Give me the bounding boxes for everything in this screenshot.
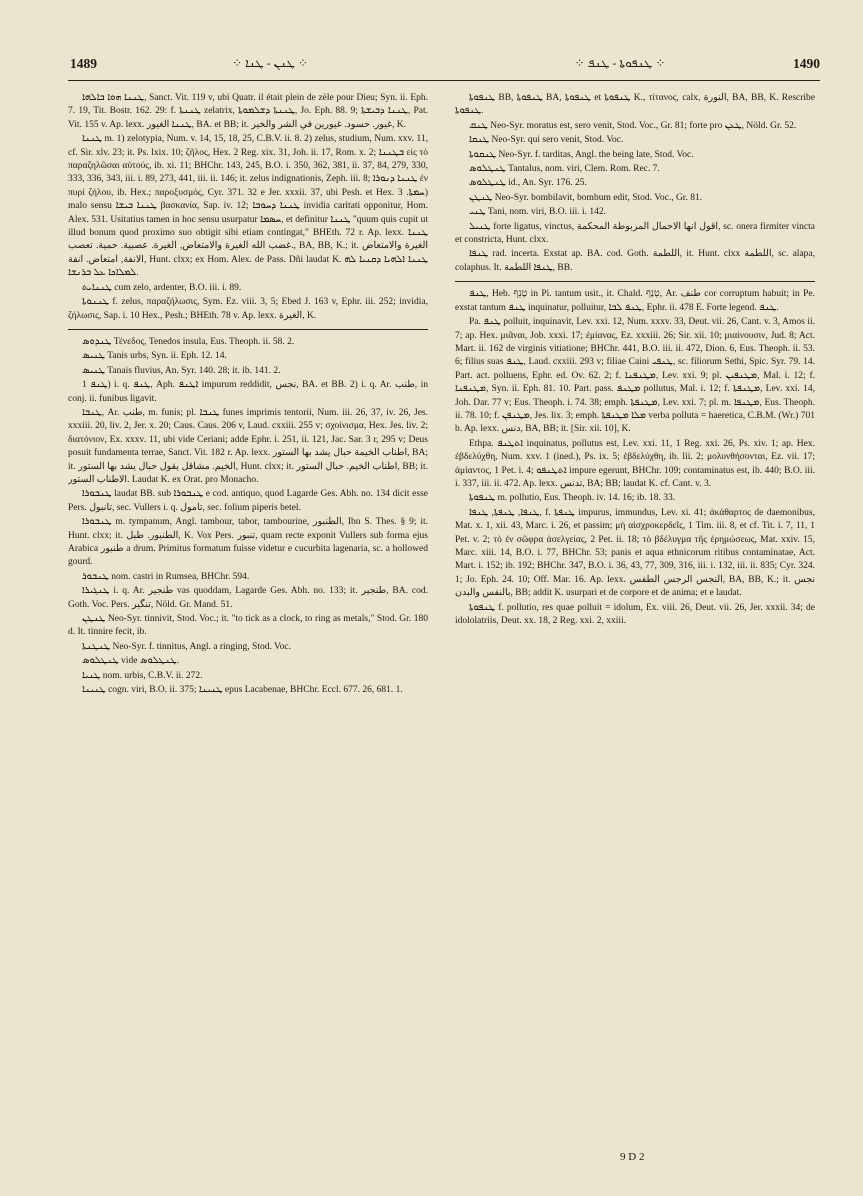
left-column-bottom [68, 336, 428, 698]
dictionary-entry: Pa. ܛܢܦ polluit, inquinavit, Lev. xxi. 12, Num. xxxv. 33, Deut. vii. 26, Cant. v. 3, Amos ii. 7; ap. Hex. μιᾶναι, Job. xxxi. 17; ἐμίανας, Ez. xxxiii. 26; Sir. xii. 10; μιαίνουσιν, Jud. 8; Act. Mart. ii. 162 de virginis vitiatione; BHChr. 441, B.O. iii. ii. 472, Dion. 6, Eus. Theoph. ii. 53. 6; filius suas ܛܢܦ, Laud. cxxiii. 293 v; filiae Caini ܛܢܦܝ, sc. filiorum Sethi, Spic. Syr. 79. 14. Part. act. polluens, Ephr. ed. Ov. 62. 2; f. ܡܛܢܦܢܐ, Lev. xxi. 9; pl. ܡܛܢܦܝܢ, Mal. i. 12; f. ܡܛܢܦܢܐ, Syn. ii. Eph. 81. 10. Part. pass. ܡܛܢܦ pollutus, Mal. i. 12; f. ܡܛܢܦܬܐ, Lev. xxi. 14, Joh. Dar. 77 v; Eus. Theoph. i. 74. 38; emph. ܡܛܢܦܬܐ, Lev. xxi. 7; pl. m. ܡܛܢܦܐ, Eus. Theoph. ii. 78. 10; f. ܡܛܢܦܢ, Jes. lix. 3; emph. ܡܠܐ ܡܛܢܦܬܐ verba polluta = haeretica, C.B.M. (Wr.) 701 b. Ap. lexx. دنس, BA, BB; it. [Sir. xii. 10], K. [455, 317, 815, 435]
dictionary-entry: ܛܢܦ, Heb. טָנֵף in Pi. tantum usit., it. Chald. טְנַף, Ar. طنف cor corruptum habuit; in Pe. exstat tantum ܛܢܦ inquinatur, polluitur, ܛܢܦ ܠܒܐ, Ephr. ii. 478 E. Forte legend. ܛܢܦ. [455, 289, 815, 313]
running-header [70, 54, 820, 78]
dictionary-entry: ܛܢܦ 1) i. q. ܛܢܦ, Aph. ܐܛܢܦ impurum reddidit, نجس, BA. et BB. 2) i. q. Ar. طنب, in conj. ii. funibus ligavit. [68, 380, 428, 404]
dictionary-entry: ܛܢܒܐ, Ar. طنب, m. funis; pl. ܛܢܒܐ funes imprimis tentorii, Num. iii. 26, 37, iv. 26, Jes. xxxiii. 20, liv. 2, Jer. x. 20; Caus. Caus. 206 v, Laud. cxxiii. 255 v; σχοίνισμα, Hex. Jes. liv. 2; διατόνιον, Ex. xxxv. 11, ubi vide Ceriani; adde Ephr. i. 251, ii. 121, Jac. Sar. 3 r, 295 v; Deus posuit fundamenta terrae, Sanct. Vit. 182 r. Ap. lexx. اطناب الخيمة حبال يشد بها الستور, BA; it. الخيم. مشاقل يقول حبال يشد بها الستور, Hunt. clxx; it. اطناب الخيم. حبال الستور, BB; it. الاطناب الستور. Laudat K. ex Orat. pro Monacho. [68, 407, 428, 485]
right-column-top [455, 92, 815, 275]
dictionary-entry: ܛܢܒܘܪ nom. castri in Rumsea, BHChr. 594. [82, 571, 250, 582]
dictionary-entry: ܛܢܝܢܐ cogn. viri, B.O. ii. 375; ܛܢܝܢܐ epus Lacabenae, BHChr. Eccl. 677. 26, 681. 1. [82, 685, 403, 696]
right-running-head: ⁘ ܛܢܦܘܬܐ - ܛܢܦ ⁘ [574, 56, 666, 70]
dictionary-entry: ܛܢܢܘܬܐ f. zelus, παραζήλωσις, Sym. Ez. viii. 3, 5; Ebed J. 163 v, Ephr. iii. 252; invidia, ζήλωσις, Sap. i. 10 Hex., Pesh.; BHEth. 78 v. Ap. lexx. الغيرة, K. [68, 297, 428, 321]
dictionary-entry: ܛܢܛܠܘܣ vide ܛܢܛܠܘܣ. [82, 656, 180, 667]
dictionary-entry: ܛܢܛܠܘܣ id., An. Syr. 176. 25. [469, 178, 587, 189]
right-column-bottom [455, 288, 815, 628]
left-page-number: 1489 [70, 56, 97, 71]
left-running-head: ⁘ ܛܢܢ - ܛܢܐ ⁘ [232, 56, 308, 70]
dictionary-entry: ܛܢܒܘܪܐ m. tympanum, Angl. tambour, tabor, tambourine, الطنبور, Ibn S. Thes. § 9; it. Hunt. clxx; it. الطنبور. طبل, K. Vox Pers. تنبور, quam recte exponit Vullers sub forma ejus Arabica طنبور a drum. Primitus formatum fuisse videtur e cucurbita lagenaria, sc. a hollowed gourd. [68, 517, 428, 568]
dictionary-entry: ܛܢܢܐ ܗܘܐ ܒܐܠܗܐ, Sanct. Vit. 119 v, ubi Quatr. il était plein de zèle pour Dieu; Syn. ii. Eph. 7. 19, Tit. Bostr. 162. 29: f. ܛܢܢܬܐ zelatrix, ܛܢܢܬܐ ܕܫܠܡܘܬܐ, Jo. Eph. 88. 9; ܛܢܢܐ ܕܒܝܫܬܐ, Pat. Vit. 155 v. Ap. lexx. ܛܢܢܐ الغيور, BA. et BB; it. غيور. حسود. غيورين في الشر والخير, K. [68, 93, 428, 130]
dictionary-entry: ܛܢܦܘܬܐ BB, ܛܢܦܘܬܐ BA, ܛܢܦܘܬܐ et ܛܢܦܘܬܐ K., τίτανος, calx, النورة, BA, BB, K. Rescribe ܛܢܦܘܬܐ. [455, 93, 815, 117]
dictionary-entry: ܛܢܛܢܬܐ Neo-Syr. f. tinnitus, Angl. a ringing, Stod. Voc. [82, 641, 292, 652]
dictionary-entry: ܛܢܓܝܪܐ i. q. Ar. طنجير vas quoddam, Lagarde Ges. Abh. no. 133; it. طنجير, BA. cod. Goth. Voc. Pers. تنگير, Nöld. Gr. Mand. 51. [68, 586, 428, 610]
dictionary-entry: ܛܢܝܠ forte ligatus, vinctus, اقول انها الاحمال المربوطة المحكمة, sc. onera firmiter vincta et constricta, Hunt. clxx. [455, 221, 815, 246]
right-page-number: 1490 [793, 56, 820, 71]
dictionary-entry: ܛܢܩܘܬܐ Neo-Syr. f. tarditas, Angl. the being late, Stod. Voc. [469, 149, 694, 160]
entry-separator [455, 281, 815, 282]
dictionary-entry: ܛܢܦܐ, ܛܢܦܬܐ, ܛܢܦܐ, f. ܛܢܦܬܐ impurus, immundus, Lev. xi. 41; ἀκάθαρτος de daemonibus, Mat. x. 1, xii. 43, Marc. i. 26, et passim; μὴ αἰσχροκερδεῖς, 1 Tim. iii. 8, et cf. Tit. i. 7, 11, 1 Pet. v. 2; τὸ ἐν σῶφρα ἀσελγείας, 2 Pet. ii. 18; τὸ βδέλυγμα τῆς ἐρημώσεως, Mat. xxiv. 15, Marc. xiii. 14, B.O. i. 77, BHChr. 53; panis et aqua ethnicorum ritibus contaminatae, Act. Mart. i. 152; ib. 192; BHChr. 347, B.O. i. 36, 43, 77, 309, 316, iii. i. 132, iii. ii. 835; Cyr. 324. 1; Jo. Eph. 24. 10; Off. Mar. 16. Ap. lexx. النجس الرجس الطفس, BA, BB, K.; it. نجس بالنفس والبدن, BB; addit K. usurpari et de corpore et de anima; et e laudat. [455, 507, 815, 599]
dictionary-entry: ܛܢܕܘܣ Τένεδος, Tenedos insula, Eus. Theoph. ii. 58. 2. [82, 336, 295, 347]
dictionary-entry: ܛܢܝܐ nom. urbis, C.B.V. ii. 272. [82, 670, 203, 681]
dictionary-entry: ܛܢܢܐܝܬ cum zelo, ardenter, B.O. iii. i. 89. [82, 282, 242, 293]
dictionary-entry: ܛܢܛܠܘܣ Tantalus, nom. viri, Clem. Rom. Rec. 7. [469, 164, 660, 175]
dictionary-entry: ܛܢܩܐ Neo-Syr. qui sero venit, Stod. Voc. [469, 135, 624, 146]
dictionary-entry: ܛܢܛܢ Neo-Syr. tinnivit, Stod. Voc.; it. "to tick as a clock, to ring as metals," Stod. Gr. 180 d. It. tinnire fecit, ib. [68, 614, 428, 638]
dictionary-entry: ܛܢܛܢ Neo-Syr. bombilavit, bombum edit, Stod. Voc., Gr. 81. [469, 192, 703, 203]
dictionary-entry: Ethpa. ܐܬܛܢܦ inquinatus, pollutus est, Lev. xxi. 11, 1 Reg. xxi. 26, Ps. xiv. 1; ap. Hex. ἐβδελύχθη, Num. xxv. 1 (ined.), Ps. ix. 5; ἐβδελύχθη, ib. lii. 2; μολυνθήσονται, Ez. vii. 17; ἀμίαντος, 1 Pet. i. 4; ܐܬܛܢܦܘ impure egerunt, BHChr. 109; contaminatus est, ib. 440; B.O. iii. i. 337, iii. ii. 472. Ap. lexx. تدنس, BA; BB; laudat K. cf. Cant. v. 3. [455, 438, 815, 489]
signature-mark: 9 D 2 [620, 1151, 645, 1163]
dictionary-entry: ܛܢܝܣ Tanais fluvius, An. Syr. 140. 28; it. ib. 141. 2. [82, 365, 281, 376]
entry-separator [68, 329, 428, 330]
dictionary-entry: ܛܢܦܐ rad. incerta. Exstat ap. BA. cod. Goth. اللطمة, it. Hunt. clxx اللطمة, sc. alapa, colaphus. It. ܛܢܦܐ اللطمة, BB. [455, 249, 815, 273]
dictionary-entry: ܛܢܩ Neo-Syr. moratus est, sero venit, Stod. Voc., Gr. 81; forte pro ܛܥܢ, Nöld. Gr. 52. [469, 120, 797, 131]
dictionary-entry: ܛܢܝ Tani, nom. viri, B.O. iii. i. 142. [469, 207, 607, 218]
right-column [455, 92, 815, 1182]
dictionary-entry: ܛܢܦܘܬܐ m. pollutio, Eus. Theoph. iv. 14. 16; ib. 18. 33. [469, 493, 676, 504]
dictionary-entry: ܛܢܢܐ m. 1) zelotypia, Num. v. 14, 15, 18, 25, C.B.V. ii. 8. 2) zelus, studium, Num. xxv. 11, cf. Sir. xlv. 23; it. Ps. lxix. 10; ζῆλος, Hex. 2 Reg. xix. 31, Joh. ii. 17, Rom. x. 2; ܒܛܢܢܐ εἰς τὸ παραζηλῶσαι αὐτούς, ib. xi. 11; BHChr. 143, 245, B.O. i. 350, 362, 381, ii. 37, 84, 279, 330, 333, 336, 343, iii. i. 89, 273, 441, iii. ii. 146; it. zelus indignationis, Zeph. iii. 8; ܛܢܢܐ ܕܢܘܪܐ ἐν πυρὶ ζήλου, ib. Hex.; παροξυσμός, Cyr. 371. 32 e Jer. xxxii. 37, ubi Pesh. et Hex. ܚܡܬܐ. 3) malo sensu ܛܢܢܐ ܒܝܫܐ βασκανία, Sap. iv. 12; ܛܢܢܐ ܕܚܘܒܐ invidia caritati opponitur, Hom. Alex. 531. Usitatius tamen in hoc sensu usurpatur ܚܣܡܐ, et definitur ܛܢܢܐ "quum quis cupit ut illud bonum quod proximo suo obtigit sibi etiam contingat," BHEth. 72 r. Ap. lexx. ܛܢܢܐ غضب الله الغيرة والامتعاض, الغيرة. عصبية. حمية. تعصب., BA, BB, K.; it. الغيرة والامتعاض الانفة, امتعاض. انفة, Hunt. clxx; ex Hom. Alex. de Pass. Dñi laudat K. ܛܢܢܐ ܐܠܗܝܐ ܕܩܢܝܐ ܠܗ ܠܡܠܐܟܐ ܥܠ ܒܪܢܫܐ. [68, 134, 428, 279]
left-column-top [68, 92, 428, 323]
header-rule [68, 80, 820, 81]
dictionary-entry: ܛܢܦܘܬܐ f. pollutio, res quae polluit = idolum, Ex. viii. 26, Deut. vii. 26, Jer. xxxii. 34; de idololatriis, Deut. xx. 18, 2 Reg. xxi. 2, xxiii. [455, 602, 815, 627]
dictionary-entry: ܛܢܝܣ Tanis urbs, Syn. ii. Eph. 12. 14. [82, 351, 227, 362]
dictionary-entry: ܛܢܒܘܪܐ laudat BB. sub ܛܢܒܘܪܐ e cod. antiquo, quod Lagarde Ges. Abh. no. 134 dicit esse Pers. تانبول, sec. Vullers i. q. تامول, sec. folium piperis betel. [68, 489, 428, 513]
left-column [68, 92, 428, 1156]
